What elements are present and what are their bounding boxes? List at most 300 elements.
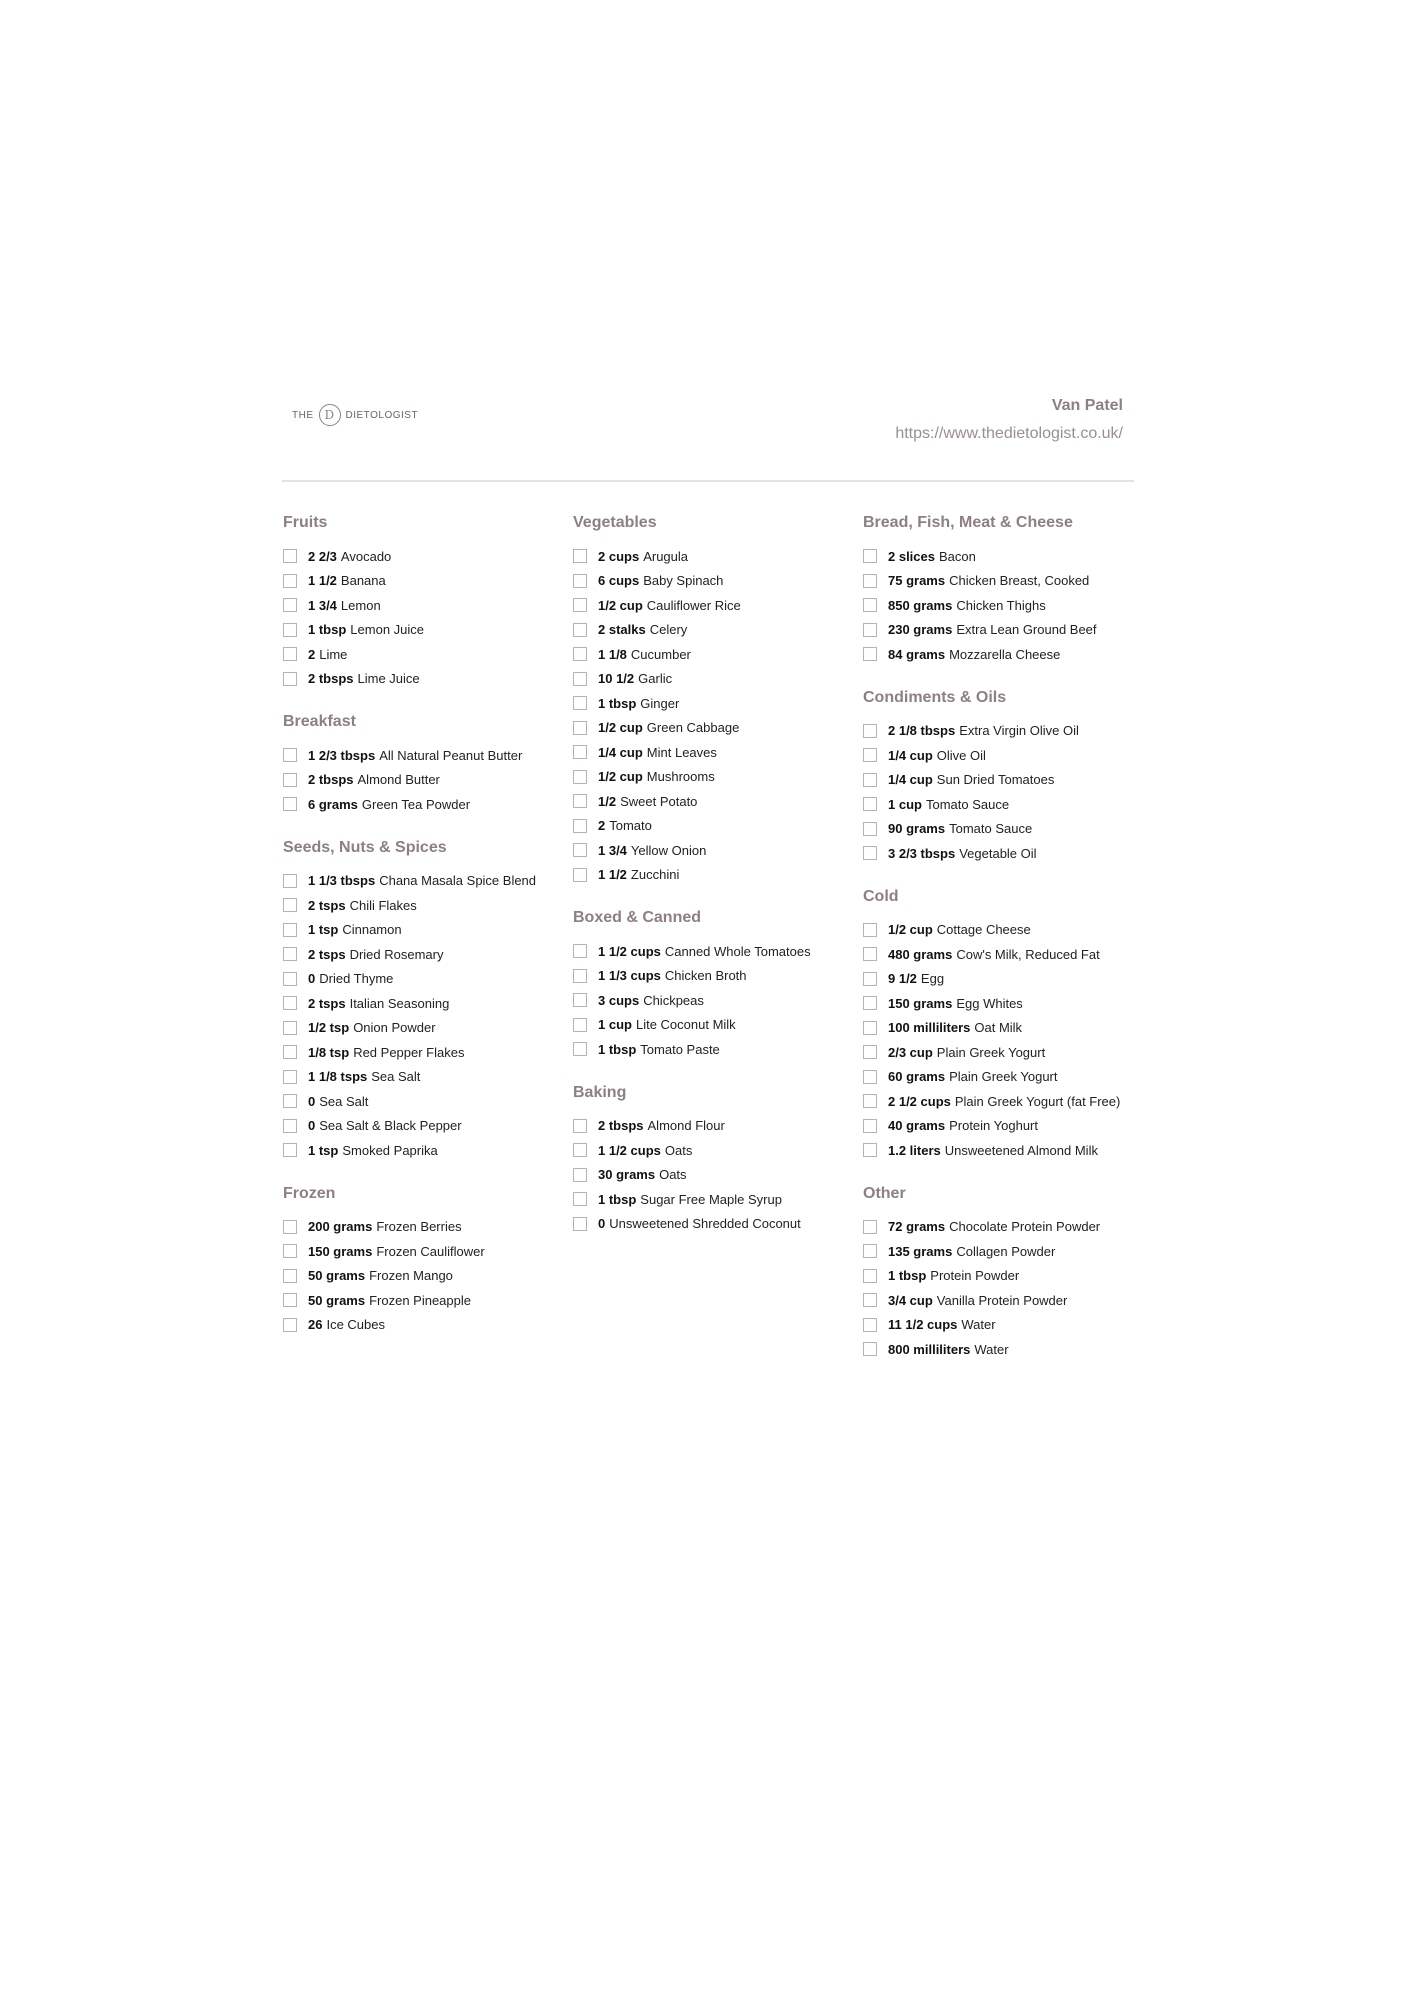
- ingredient-quantity: 6 cups: [598, 573, 640, 589]
- ingredient-name: Ginger: [640, 695, 680, 711]
- ingredient-checkbox[interactable]: [863, 923, 877, 937]
- ingredient-checkbox[interactable]: [283, 1070, 297, 1084]
- ingredient-quantity: 2 1/2 cups: [888, 1093, 951, 1109]
- ingredient-quantity: 2: [308, 646, 316, 662]
- ingredient-name: Tomato Sauce: [949, 821, 1033, 837]
- ingredient-item: [283, 768, 573, 793]
- ingredient-name: Extra Lean Ground Beef: [956, 622, 1097, 638]
- ingredient-checkbox[interactable]: [283, 549, 297, 563]
- ingredient-quantity: 1 1/2 cups: [598, 1142, 661, 1158]
- ingredient-checkbox[interactable]: [863, 822, 877, 836]
- ingredient-checkbox[interactable]: [863, 623, 877, 637]
- ingredient-item: [863, 1114, 1153, 1139]
- ingredient-item: [863, 1016, 1153, 1041]
- ingredient-quantity: 1 tbsp: [308, 622, 347, 638]
- ingredient-quantity: 90 grams: [888, 821, 946, 837]
- ingredient-item: [283, 1313, 573, 1338]
- ingredient-quantity: 850 grams: [888, 597, 953, 613]
- ingredient-item: [283, 544, 573, 569]
- ingredient-checkbox[interactable]: [283, 672, 297, 686]
- ingredient-quantity: 0: [308, 1118, 316, 1134]
- ingredient-checkbox[interactable]: [863, 724, 877, 738]
- ingredient-item: [573, 863, 863, 888]
- ingredient-checkbox[interactable]: [573, 647, 587, 661]
- ingredient-name: Chili Flakes: [349, 897, 417, 913]
- ingredient-item: [863, 942, 1153, 967]
- ingredient-quantity: 1 tbsp: [598, 695, 637, 711]
- ingredient-name: Unsweetened Almond Milk: [944, 1142, 1098, 1158]
- ingredient-name: Chicken Broth: [664, 968, 747, 984]
- ingredient-item: [863, 792, 1153, 817]
- ingredient-checkbox[interactable]: [573, 1018, 587, 1032]
- ingredient-checkbox[interactable]: [283, 874, 297, 888]
- ingredient-item: [863, 991, 1153, 1016]
- category-title: Other: [863, 1184, 906, 1202]
- header-info: [895, 395, 1123, 445]
- ingredient-checkbox[interactable]: [863, 1318, 877, 1332]
- ingredient-item: [573, 569, 863, 594]
- ingredient-name: Oats: [664, 1142, 693, 1158]
- ingredient-checkbox[interactable]: [573, 549, 587, 563]
- ingredient-name: Yellow Onion: [630, 842, 707, 858]
- ingredient-quantity: 50 grams: [308, 1268, 366, 1284]
- ingredient-checkbox[interactable]: [573, 993, 587, 1007]
- ingredient-item: [863, 569, 1153, 594]
- ingredient-quantity: 2: [598, 818, 606, 834]
- ingredient-item: [283, 991, 573, 1016]
- ingredient-item: [573, 1212, 863, 1237]
- ingredient-item: [863, 768, 1153, 793]
- ingredient-item: [283, 618, 573, 643]
- ingredient-checkbox[interactable]: [283, 748, 297, 762]
- author-name: Van Patel: [1051, 397, 1123, 414]
- ingredient-checkbox[interactable]: [863, 1045, 877, 1059]
- ingredient-checkbox[interactable]: [283, 947, 297, 961]
- ingredient-checkbox[interactable]: [573, 770, 587, 784]
- ingredient-quantity: 1 3/4: [308, 597, 337, 613]
- ingredient-name: Collagen Powder: [956, 1243, 1056, 1259]
- ingredient-checkbox[interactable]: [573, 696, 587, 710]
- ingredient-quantity: 60 grams: [888, 1069, 946, 1085]
- ingredient-checkbox[interactable]: [863, 1342, 877, 1356]
- category-section: [863, 886, 1153, 1163]
- ingredient-checkbox[interactable]: [573, 672, 587, 686]
- ingredient-checkbox[interactable]: [863, 1244, 877, 1258]
- ingredient-name: Tomato: [609, 818, 652, 834]
- ingredient-item: [573, 667, 863, 692]
- ingredient-item: [863, 1288, 1153, 1313]
- ingredient-item: [283, 1040, 573, 1065]
- category-section: [863, 687, 1153, 866]
- ingredient-item: [863, 1089, 1153, 1114]
- ingredient-name: Chicken Breast, Cooked: [949, 573, 1090, 589]
- ingredient-list: [283, 1215, 573, 1338]
- ingredient-item: [863, 642, 1153, 667]
- ingredient-name: Tomato Sauce: [925, 796, 1010, 812]
- ingredient-quantity: 1 1/8 tsps: [308, 1069, 368, 1085]
- ingredient-quantity: 200 grams: [308, 1219, 373, 1235]
- ingredient-item: [283, 869, 573, 894]
- ingredient-checkbox[interactable]: [283, 1143, 297, 1157]
- ingredient-item: [863, 719, 1153, 744]
- ingredient-item: [863, 1337, 1153, 1362]
- ingredient-checkbox[interactable]: [863, 773, 877, 787]
- ingredient-quantity: 11 1/2 cups: [888, 1317, 958, 1333]
- ingredient-checkbox[interactable]: [283, 1094, 297, 1108]
- ingredient-name: Chicken Thighs: [956, 597, 1046, 613]
- ingredient-quantity: 3 2/3 tbsps: [888, 845, 956, 861]
- ingredient-checkbox[interactable]: [283, 1244, 297, 1258]
- ingredient-quantity: 1 tsp: [308, 1142, 339, 1158]
- logo-text-left: THE: [292, 409, 314, 421]
- ingredient-name: Smoked Paprika: [342, 1142, 438, 1158]
- ingredient-item: [283, 569, 573, 594]
- ingredient-quantity: 72 grams: [888, 1219, 946, 1235]
- category-title: Fruits: [283, 514, 328, 531]
- ingredient-quantity: 1 tbsp: [888, 1268, 927, 1284]
- ingredient-quantity: 1 1/2: [308, 573, 337, 589]
- ingredient-quantity: 0: [308, 971, 316, 987]
- ingredient-item: [283, 1065, 573, 1090]
- ingredient-checkbox[interactable]: [863, 1293, 877, 1307]
- ingredient-item: [283, 918, 573, 943]
- ingredient-checkbox[interactable]: [283, 972, 297, 986]
- ingredient-item: [573, 789, 863, 814]
- ingredient-item: [573, 544, 863, 569]
- ingredient-quantity: 1/4 cup: [598, 744, 643, 760]
- ingredient-quantity: 1 tbsp: [598, 1191, 637, 1207]
- ingredient-item: [863, 743, 1153, 768]
- ingredient-quantity: 800 milliliters: [888, 1341, 971, 1357]
- ingredient-quantity: 150 grams: [308, 1243, 373, 1259]
- ingredient-quantity: 135 grams: [888, 1243, 953, 1259]
- ingredient-checkbox[interactable]: [283, 1220, 297, 1234]
- ingredient-name: Green Tea Powder: [361, 796, 471, 812]
- ingredient-name: Sun Dried Tomatoes: [936, 772, 1055, 788]
- ingredient-quantity: 1/4 cup: [888, 772, 933, 788]
- ingredient-item: [283, 967, 573, 992]
- ingredient-item: [573, 642, 863, 667]
- ingredient-checkbox[interactable]: [863, 846, 877, 860]
- ingredient-item: [573, 1163, 863, 1188]
- ingredient-checkbox[interactable]: [283, 773, 297, 787]
- ingredient-item: [863, 1215, 1153, 1240]
- ingredient-item: [863, 1040, 1153, 1065]
- ingredient-name: Lite Coconut Milk: [635, 1017, 736, 1033]
- ingredient-quantity: 2 tbsps: [308, 772, 354, 788]
- ingredient-quantity: 2 cups: [598, 548, 640, 564]
- ingredient-name: Sea Salt: [371, 1069, 421, 1085]
- ingredient-checkbox[interactable]: [283, 1318, 297, 1332]
- ingredient-checkbox[interactable]: [863, 996, 877, 1010]
- ingredient-checkbox[interactable]: [863, 748, 877, 762]
- ingredient-checkbox[interactable]: [573, 868, 587, 882]
- ingredient-checkbox[interactable]: [573, 1042, 587, 1056]
- ingredient-name: Red Pepper Flakes: [353, 1044, 465, 1060]
- category-title: Breakfast: [283, 713, 356, 730]
- ingredient-quantity: 50 grams: [308, 1292, 366, 1308]
- ingredient-list: [863, 918, 1153, 1163]
- ingredient-quantity: 2 tsps: [308, 946, 346, 962]
- category-section: [863, 1183, 1153, 1362]
- ingredient-checkbox[interactable]: [573, 574, 587, 588]
- ingredient-quantity: 30 grams: [598, 1167, 656, 1183]
- ingredient-name: Extra Virgin Olive Oil: [959, 723, 1079, 739]
- ingredient-name: Protein Yoghurt: [949, 1118, 1038, 1134]
- ingredient-checkbox[interactable]: [573, 1143, 587, 1157]
- ingredient-item: [863, 918, 1153, 943]
- ingredient-name: Mozzarella Cheese: [949, 646, 1061, 662]
- ingredient-checkbox[interactable]: [863, 1070, 877, 1084]
- ingredient-checkbox[interactable]: [283, 1293, 297, 1307]
- ingredient-checkbox[interactable]: [863, 1119, 877, 1133]
- ingredient-checkbox[interactable]: [863, 797, 877, 811]
- list-column: [863, 512, 1153, 1382]
- ingredient-checkbox[interactable]: [573, 843, 587, 857]
- ingredient-item: [863, 1264, 1153, 1289]
- category-section: [283, 837, 573, 1163]
- category-title: Vegetables: [573, 514, 657, 531]
- ingredient-name: Garlic: [638, 671, 673, 687]
- ingredient-quantity: 10 1/2: [598, 671, 635, 687]
- ingredient-checkbox[interactable]: [573, 623, 587, 637]
- ingredient-name: Tomato Paste: [640, 1041, 720, 1057]
- ingredient-item: [283, 1138, 573, 1163]
- ingredient-quantity: 0: [308, 1093, 316, 1109]
- ingredient-item: [573, 593, 863, 618]
- ingredient-quantity: 2 tbsps: [598, 1118, 644, 1134]
- ingredient-quantity: 1 2/3 tbsps: [308, 747, 376, 763]
- ingredient-name: Unsweetened Shredded Coconut: [609, 1216, 801, 1232]
- ingredient-name: Cucumber: [630, 646, 691, 662]
- ingredient-item: [283, 792, 573, 817]
- ingredient-name: Frozen Mango: [369, 1268, 453, 1284]
- ingredient-quantity: 1/8 tsp: [308, 1044, 350, 1060]
- ingredient-item: [573, 1114, 863, 1139]
- ingredient-item: [573, 1037, 863, 1062]
- ingredient-item: [573, 1187, 863, 1212]
- ingredient-item: [573, 814, 863, 839]
- ingredient-name: Olive Oil: [936, 747, 986, 763]
- ingredient-name: Canned Whole Tomatoes: [664, 943, 811, 959]
- ingredient-item: [863, 967, 1153, 992]
- ingredient-name: Dried Rosemary: [349, 946, 444, 962]
- ingredient-quantity: 2 stalks: [598, 622, 646, 638]
- ingredient-checkbox[interactable]: [573, 1192, 587, 1206]
- ingredient-quantity: 1 1/3 tbsps: [308, 873, 376, 889]
- ingredient-quantity: 84 grams: [888, 646, 946, 662]
- ingredient-quantity: 1/2 cup: [888, 922, 933, 938]
- ingredient-item: [283, 593, 573, 618]
- ingredient-checkbox[interactable]: [283, 797, 297, 811]
- category-title: Condiments & Oils: [863, 688, 1007, 706]
- ingredient-quantity: 2 1/8 tbsps: [888, 723, 956, 739]
- ingredient-name: Oat Milk: [974, 1020, 1023, 1036]
- ingredient-name: Lime: [319, 646, 348, 662]
- ingredient-name: Bacon: [939, 548, 976, 564]
- ingredient-name: Sea Salt & Black Pepper: [319, 1118, 462, 1134]
- list-column: [283, 512, 573, 1382]
- ingredient-list: [573, 939, 863, 1062]
- ingredient-item: [283, 642, 573, 667]
- ingredient-list: [573, 544, 863, 887]
- ingredient-checkbox[interactable]: [283, 1269, 297, 1283]
- ingredient-checkbox[interactable]: [863, 647, 877, 661]
- ingredient-checkbox[interactable]: [283, 1119, 297, 1133]
- ingredient-name: Plain Greek Yogurt: [936, 1044, 1046, 1060]
- ingredient-checkbox[interactable]: [283, 1045, 297, 1059]
- ingredient-checkbox[interactable]: [863, 549, 877, 563]
- logo-text-right: DIETOLOGIST: [345, 409, 419, 421]
- ingredient-quantity: 0: [598, 1216, 606, 1232]
- ingredient-item: [863, 544, 1153, 569]
- ingredient-checkbox[interactable]: [573, 598, 587, 612]
- ingredient-checkbox[interactable]: [863, 947, 877, 961]
- ingredient-checkbox[interactable]: [573, 745, 587, 759]
- ingredient-name: Mint Leaves: [646, 744, 717, 760]
- ingredient-item: [863, 1065, 1153, 1090]
- ingredient-item: [283, 1288, 573, 1313]
- header-divider: [282, 480, 1134, 482]
- ingredient-name: Sweet Potato: [620, 793, 698, 809]
- ingredient-checkbox[interactable]: [573, 721, 587, 735]
- ingredient-item: [573, 765, 863, 790]
- ingredient-quantity: 1 1/2: [598, 867, 627, 883]
- ingredient-item: [283, 1264, 573, 1289]
- ingredient-name: Chickpeas: [643, 992, 704, 1008]
- ingredient-checkbox[interactable]: [573, 1168, 587, 1182]
- ingredient-quantity: 1/2 cup: [598, 720, 643, 736]
- ingredient-item: [573, 691, 863, 716]
- ingredient-name: Arugula: [643, 548, 688, 564]
- ingredient-checkbox[interactable]: [283, 574, 297, 588]
- ingredient-quantity: 2/3 cup: [888, 1044, 933, 1060]
- ingredient-item: [283, 1239, 573, 1264]
- ingredient-quantity: 26: [308, 1317, 323, 1333]
- ingredient-name: Cauliflower Rice: [646, 597, 741, 613]
- category-section: [573, 512, 863, 887]
- ingredient-item: [573, 838, 863, 863]
- ingredient-checkbox[interactable]: [283, 623, 297, 637]
- ingredient-item: [573, 740, 863, 765]
- category-section: [863, 512, 1153, 667]
- ingredient-checkbox[interactable]: [573, 944, 587, 958]
- ingredient-name: Cottage Cheese: [936, 922, 1031, 938]
- ingredient-quantity: 2 tbsps: [308, 671, 354, 687]
- ingredient-checkbox[interactable]: [863, 1094, 877, 1108]
- ingredient-item: [573, 618, 863, 643]
- website-link[interactable]: https://www.thedietologist.co.uk/: [895, 425, 1123, 442]
- ingredient-quantity: 2 2/3: [308, 548, 337, 564]
- ingredient-checkbox[interactable]: [283, 923, 297, 937]
- ingredient-item: [863, 817, 1153, 842]
- ingredient-name: Ice Cubes: [326, 1317, 386, 1333]
- ingredient-quantity: 1/2: [598, 793, 617, 809]
- ingredient-name: Dried Thyme: [319, 971, 394, 987]
- ingredient-checkbox[interactable]: [863, 1143, 877, 1157]
- ingredient-name: Chocolate Protein Powder: [949, 1219, 1101, 1235]
- ingredient-item: [283, 743, 573, 768]
- ingredient-name: Protein Powder: [930, 1268, 1020, 1284]
- ingredient-item: [283, 667, 573, 692]
- ingredient-name: Water: [961, 1317, 996, 1333]
- ingredient-item: [573, 1138, 863, 1163]
- ingredient-checkbox[interactable]: [283, 996, 297, 1010]
- ingredient-checkbox[interactable]: [283, 898, 297, 912]
- ingredient-checkbox[interactable]: [863, 1021, 877, 1035]
- ingredient-item: [863, 1313, 1153, 1338]
- ingredient-name: Avocado: [340, 548, 392, 564]
- ingredient-quantity: 2 tsps: [308, 897, 346, 913]
- ingredient-name: Sugar Free Maple Syrup: [640, 1191, 782, 1207]
- ingredient-quantity: 3 cups: [598, 992, 640, 1008]
- ingredient-checkbox[interactable]: [863, 598, 877, 612]
- ingredient-item: [283, 1089, 573, 1114]
- ingredient-checkbox[interactable]: [863, 1220, 877, 1234]
- ingredient-name: Cinnamon: [342, 922, 402, 938]
- ingredient-checkbox[interactable]: [863, 1269, 877, 1283]
- ingredient-checkbox[interactable]: [283, 1021, 297, 1035]
- ingredient-quantity: 1 cup: [888, 796, 922, 812]
- ingredient-checkbox[interactable]: [573, 1217, 587, 1231]
- category-title: Bread, Fish, Meat & Cheese: [863, 514, 1073, 531]
- ingredient-name: Plain Greek Yogurt: [949, 1069, 1058, 1085]
- ingredient-quantity: 1 tsp: [308, 922, 339, 938]
- ingredient-quantity: 9 1/2: [888, 971, 917, 987]
- ingredient-list: [283, 544, 573, 691]
- ingredient-item: [863, 1138, 1153, 1163]
- ingredient-quantity: 1/2 cup: [598, 597, 643, 613]
- ingredient-item: [573, 1013, 863, 1038]
- ingredient-checkbox[interactable]: [283, 598, 297, 612]
- ingredient-name: Almond Butter: [357, 772, 440, 788]
- ingredient-quantity: 1 3/4: [598, 842, 627, 858]
- ingredient-quantity: 150 grams: [888, 995, 953, 1011]
- ingredient-name: Egg Whites: [956, 995, 1023, 1011]
- logo-mark-icon: D: [319, 404, 341, 426]
- ingredient-name: Sea Salt: [319, 1093, 369, 1109]
- dietologist-logo: [292, 404, 418, 426]
- ingredient-quantity: 1 1/3 cups: [598, 968, 661, 984]
- ingredient-name: Frozen Pineapple: [369, 1292, 471, 1308]
- ingredient-item: [283, 942, 573, 967]
- ingredient-checkbox[interactable]: [573, 1119, 587, 1133]
- ingredient-name: Mushrooms: [646, 769, 715, 785]
- ingredient-checkbox[interactable]: [573, 969, 587, 983]
- ingredient-quantity: 1 cup: [598, 1017, 632, 1033]
- ingredient-quantity: 1/4 cup: [888, 747, 933, 763]
- category-title: Baking: [573, 1083, 627, 1101]
- shopping-list-columns: [283, 512, 1153, 1382]
- ingredient-quantity: 2 slices: [888, 548, 935, 564]
- ingredient-checkbox[interactable]: [573, 794, 587, 808]
- ingredient-checkbox[interactable]: [283, 647, 297, 661]
- ingredient-quantity: 6 grams: [308, 796, 358, 812]
- ingredient-name: Plain Greek Yogurt (fat Free): [954, 1093, 1121, 1109]
- category-title: Boxed & Canned: [573, 909, 702, 926]
- ingredient-name: Frozen Cauliflower: [376, 1243, 485, 1259]
- ingredient-name: Almond Flour: [647, 1118, 725, 1134]
- ingredient-item: [573, 939, 863, 964]
- ingredient-name: Lime Juice: [357, 671, 420, 687]
- category-title: Seeds, Nuts & Spices: [283, 838, 447, 856]
- ingredient-item: [863, 1239, 1153, 1264]
- ingredient-checkbox[interactable]: [863, 972, 877, 986]
- ingredient-quantity: 75 grams: [888, 573, 946, 589]
- ingredient-checkbox[interactable]: [863, 574, 877, 588]
- ingredient-name: Cow's Milk, Reduced Fat: [956, 946, 1100, 962]
- ingredient-checkbox[interactable]: [573, 819, 587, 833]
